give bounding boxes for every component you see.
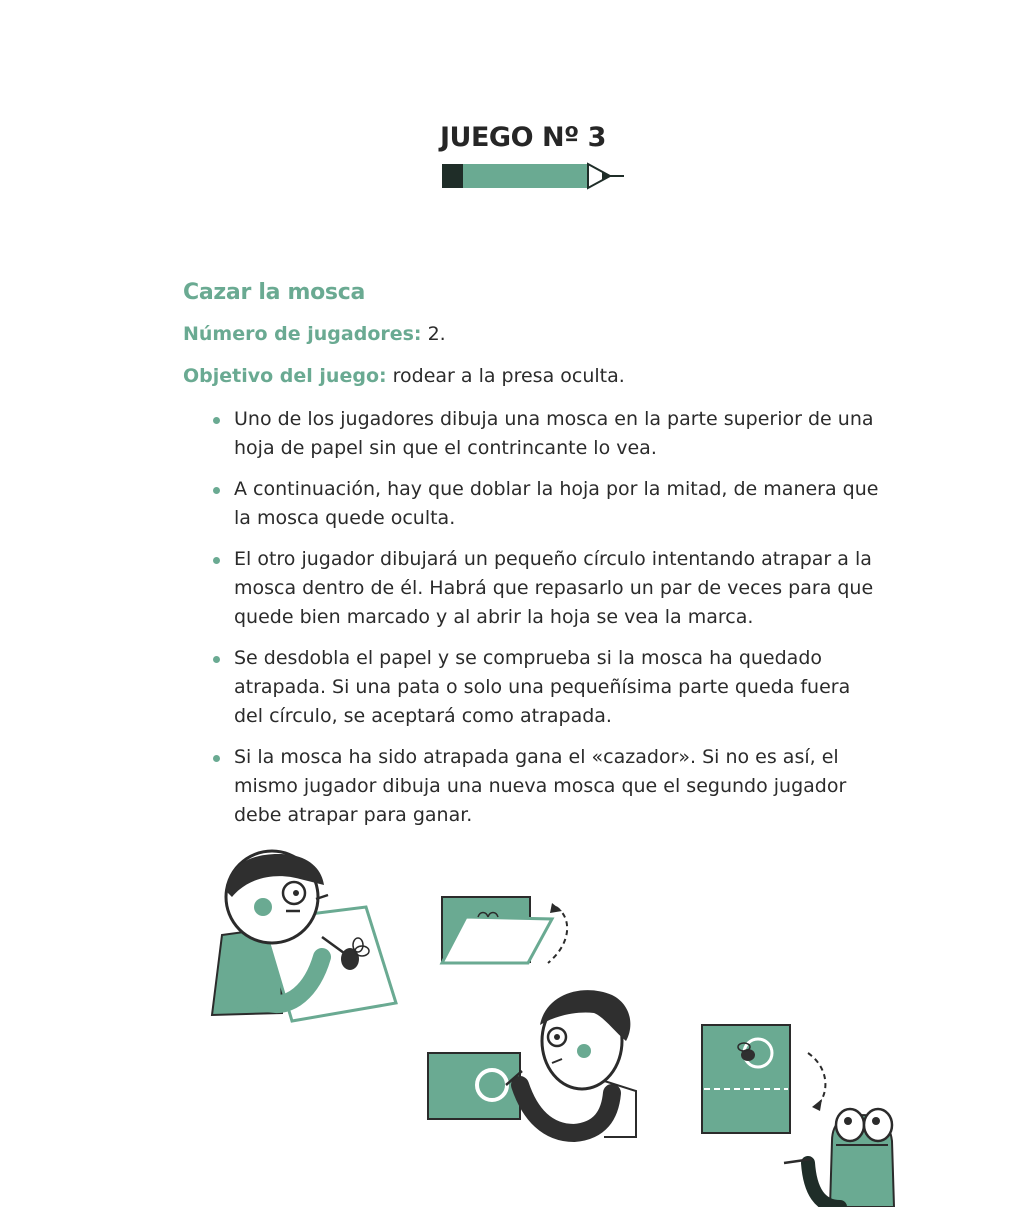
boy-drawing-fly-illustration bbox=[212, 851, 396, 1021]
illustrations bbox=[0, 845, 1024, 1207]
game-name: Cazar la mosca bbox=[183, 280, 366, 305]
pencil-icon bbox=[440, 160, 630, 192]
folding-paper-illustration bbox=[442, 897, 567, 963]
objective-value: rodear a la presa oculta. bbox=[386, 365, 625, 387]
step-item: El otro jugador dibujará un pequeño círculo intentando atrapar a la mosca dentro de él. Habrá que repasarlo un par de veces para que quede bien marcado y al abrir la hoja se vea la marca. bbox=[213, 545, 883, 632]
objective-label: Objetivo del juego: bbox=[183, 365, 387, 387]
players-value: 2. bbox=[421, 323, 446, 345]
page-title: JUEGO Nº 3 bbox=[440, 122, 606, 153]
step-item: Uno de los jugadores dibuja una mosca en la parte superior de una hoja de papel sin que el contrincante lo vea. bbox=[213, 405, 883, 463]
steps-list bbox=[183, 405, 883, 830]
mascot-illustration bbox=[784, 1109, 894, 1207]
step-item: Se desdobla el papel y se comprueba si la mosca ha quedado atrapada. Si una pata o solo una pequeñísima parte queda fuera del círculo, se aceptará como atrapada. bbox=[213, 644, 883, 731]
unfolded-paper-illustration bbox=[702, 1025, 825, 1133]
game-content bbox=[183, 280, 883, 842]
players-label: Número de jugadores: bbox=[183, 323, 422, 345]
step-item: Si la mosca ha sido atrapada gana el «cazador». Si no es así, el mismo jugador dibuja una nueva mosca que el segundo jugador debe atrapar para ganar. bbox=[213, 743, 883, 830]
step-item: A continuación, hay que doblar la hoja por la mitad, de manera que la mosca quede oculta. bbox=[213, 475, 883, 533]
players-line bbox=[183, 321, 883, 347]
girl-drawing-circle-illustration bbox=[428, 990, 636, 1137]
objective-line bbox=[183, 363, 883, 389]
